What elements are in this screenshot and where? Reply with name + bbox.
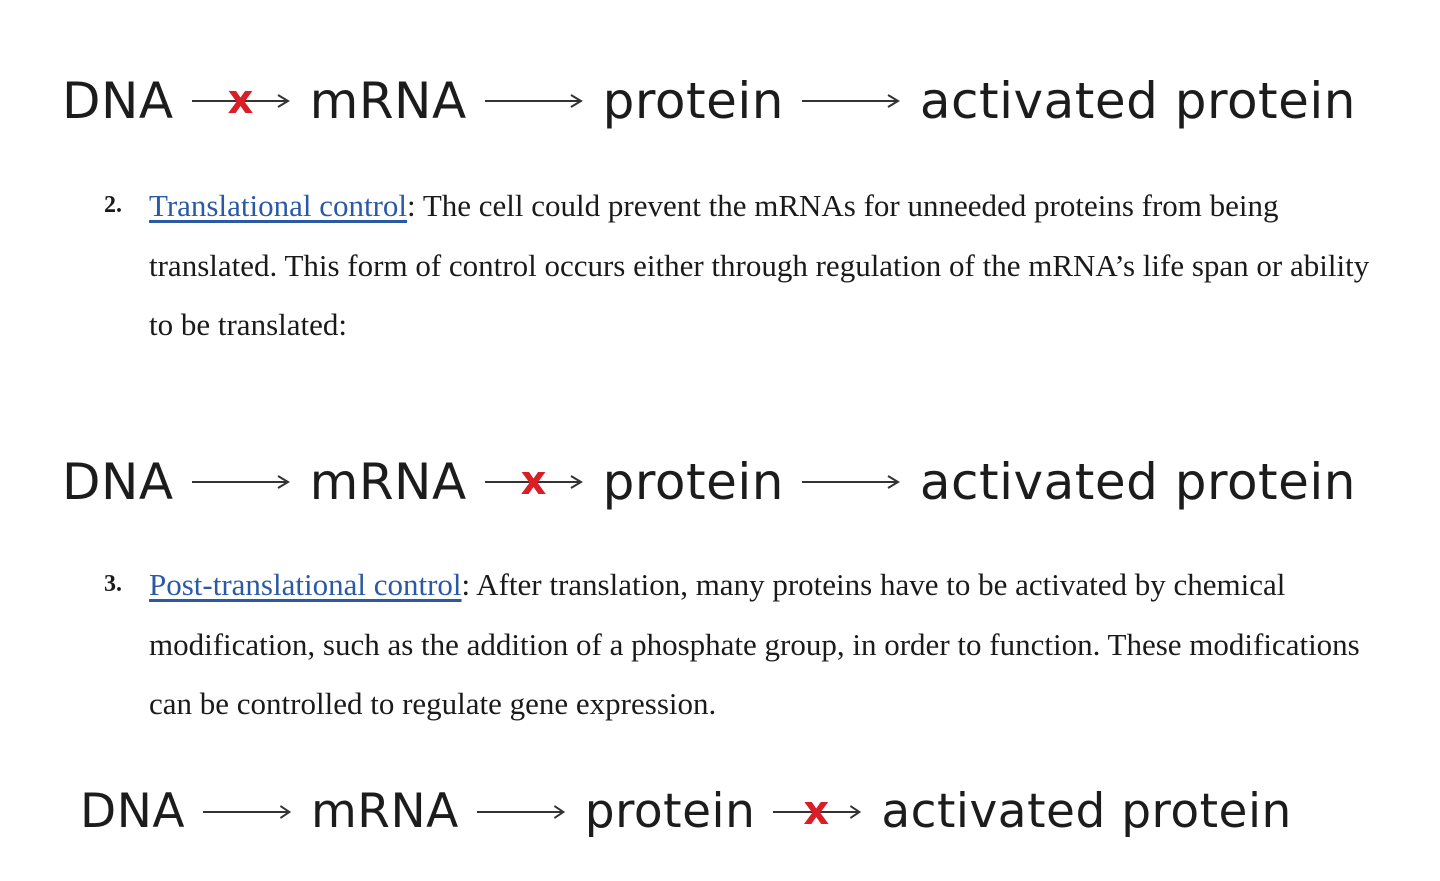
- arrow: [203, 797, 293, 827]
- list-item-text: : The cell could prevent the mRNAs for unneeded proteins from being translated. This form of control occurs either through regulation of the mRNA’s life span or ability to be translated:: [149, 188, 1370, 342]
- arrow: [802, 86, 902, 116]
- list-number: 3.: [104, 571, 122, 597]
- list-item-translational-control: [104, 176, 1394, 355]
- flow-term-activated-protein: activated protein: [919, 72, 1356, 130]
- list-item-post-translational-control: [104, 555, 1394, 734]
- blocked-arrow: [192, 77, 292, 123]
- flow-term-dna: DNA: [62, 453, 174, 511]
- flow-term-dna: DNA: [80, 784, 186, 839]
- arrow-icon: [802, 467, 902, 497]
- flow-term-protein: protein: [602, 72, 784, 130]
- arrow-icon: [192, 467, 292, 497]
- arrow-icon: [802, 86, 902, 116]
- blocked-x-icon: x: [520, 458, 547, 504]
- list-item-text: : After translation, many proteins have to be activated by chemical modification, such as the addition of a phosphate group, in order to function. These modifications can be controlled to regulate gene expression.: [149, 567, 1360, 721]
- flow-activation-blocked: [80, 784, 1292, 839]
- flow-term-activated-protein: activated protein: [919, 453, 1356, 511]
- flow-term-protein: protein: [584, 784, 756, 839]
- flow-term-activated-protein: activated protein: [881, 784, 1292, 839]
- arrow: [485, 86, 585, 116]
- flow-translation-blocked: [62, 453, 1356, 511]
- translational-control-link[interactable]: Translational control: [149, 188, 408, 223]
- blocked-arrow: [485, 458, 585, 504]
- flow-term-protein: protein: [602, 453, 784, 511]
- arrow: [192, 467, 292, 497]
- flow-term-mrna: mRNA: [309, 453, 467, 511]
- flow-term-dna: DNA: [62, 72, 174, 130]
- arrow-icon: [477, 797, 567, 827]
- arrow: [477, 797, 567, 827]
- blocked-arrow: [773, 787, 863, 834]
- list-item-body: [149, 555, 1394, 734]
- list-item-body: [149, 176, 1394, 355]
- arrow-icon: [203, 797, 293, 827]
- arrow-icon: [485, 86, 585, 116]
- arrow: [802, 467, 902, 497]
- list-number: 2.: [104, 192, 122, 218]
- flow-term-mrna: mRNA: [309, 72, 467, 130]
- post-translational-control-link[interactable]: Post-translational control: [149, 567, 462, 602]
- blocked-x-icon: x: [227, 77, 254, 123]
- flow-term-mrna: mRNA: [311, 784, 459, 839]
- flow-transcription-blocked: [62, 72, 1356, 130]
- blocked-x-icon: x: [803, 787, 830, 834]
